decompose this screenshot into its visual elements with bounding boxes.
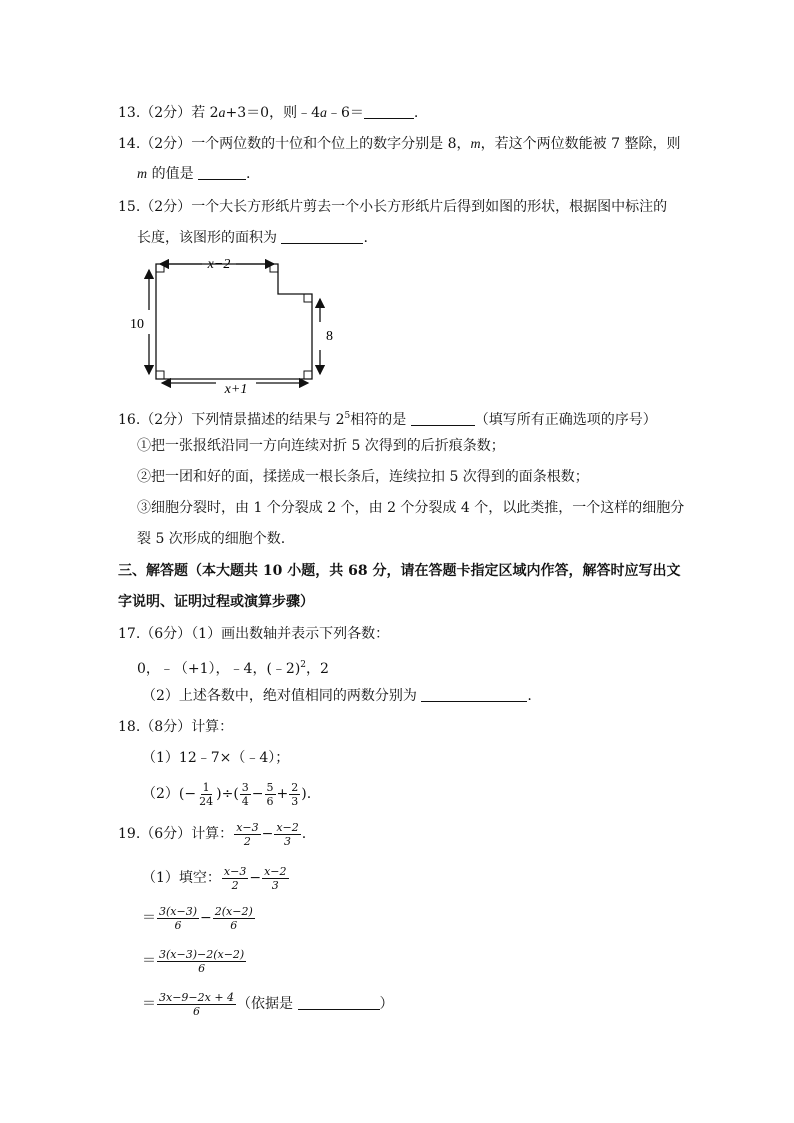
right-label: 8 bbox=[326, 329, 333, 344]
q17-score: （6分） bbox=[140, 626, 192, 642]
section-3-text: 字说明、证明过程或演算步骤） bbox=[118, 594, 314, 610]
q17-numbers-text: ，2 bbox=[306, 661, 329, 677]
fraction: $\frac{5}{6}$ bbox=[266, 780, 274, 808]
q18-part1-text: （1）12﹣7×（﹣4）； bbox=[142, 750, 290, 766]
q15-end: . bbox=[363, 230, 368, 246]
fraction: $\frac{x-3}{2}$ bbox=[236, 820, 259, 848]
q16-option-3 bbox=[137, 499, 684, 517]
right-angle-mark bbox=[156, 371, 164, 379]
question-15 bbox=[118, 198, 667, 216]
q19-step3: ＝ $\frac{3x-9-2x + 4}{6}$ （依据是 ） bbox=[142, 990, 394, 1018]
q18-part1 bbox=[142, 749, 289, 767]
answer-blank[interactable] bbox=[198, 165, 246, 180]
q14-number: 14. bbox=[118, 136, 141, 152]
question-18 bbox=[118, 718, 233, 736]
answer-blank[interactable] bbox=[421, 687, 527, 702]
bottom-label: x+1 bbox=[224, 382, 248, 397]
answer-blank[interactable] bbox=[281, 229, 363, 244]
q17-part1: （1）画出数轴并表示下列各数： bbox=[191, 626, 390, 642]
q16-option-text: ③细胞分裂时，由 1 个分裂成 2 个，由 2 个分裂成 4 个，以此类推，一个这样的细胞分 bbox=[137, 500, 685, 516]
fraction: $\frac{3(x-3)-2(x-2)}{6}$ bbox=[159, 947, 245, 975]
right-angle-mark bbox=[156, 264, 164, 272]
q19-fill-label: （1）填空： bbox=[142, 870, 221, 886]
q13-text: 若 2 bbox=[191, 105, 219, 121]
q18-number: 18. bbox=[118, 719, 141, 735]
q14-text: 一个两位数的十位和个位上的数字分别是 8， bbox=[191, 136, 471, 152]
q19-number: 19. bbox=[118, 826, 141, 842]
q16-exponent: 5 bbox=[344, 411, 351, 421]
q18-end: . bbox=[306, 786, 312, 802]
q14-end: . bbox=[246, 166, 251, 182]
q13-text: ﹣6＝ bbox=[327, 105, 364, 121]
fraction: $\frac{x-3}{2}$ bbox=[223, 864, 247, 892]
q16-score: （2分） bbox=[140, 412, 192, 428]
q17-part2 bbox=[142, 687, 532, 705]
question-16 bbox=[118, 407, 657, 429]
q16-option-1 bbox=[137, 437, 505, 455]
q16-option-text: ①把一张报纸沿同一方向连续对折 5 次得到的后折痕条数； bbox=[137, 438, 505, 454]
question-17 bbox=[118, 625, 389, 643]
q17-end: . bbox=[527, 688, 532, 704]
left-label: 10 bbox=[130, 317, 144, 332]
question-13 bbox=[118, 104, 418, 123]
q16-number: 16. bbox=[118, 412, 141, 428]
section-3-heading-cont bbox=[118, 593, 314, 611]
fraction: $\frac{3x-9-2x + 4}{6}$ bbox=[159, 990, 235, 1018]
q13-text: +3＝0，则﹣4 bbox=[225, 105, 320, 121]
q16-option-text: 裂 5 次形成的细胞个数. bbox=[137, 531, 286, 547]
q19-fill: （1）填空： $\frac{x-3}{2}$ − $\frac{x-2}{3}$ bbox=[142, 864, 287, 892]
q13-end: . bbox=[413, 105, 419, 121]
fraction: $\frac{3(x-3)}{6}$ bbox=[159, 904, 198, 932]
q17-number: 17. bbox=[118, 626, 141, 642]
question-19: 19.（6分）计算： $\frac{x-3}{2}$ − $\frac{x-2}{3}$ . bbox=[118, 820, 307, 848]
question-14 bbox=[118, 135, 680, 154]
q15-text: 一个大长方形纸片剪去一个小长方形纸片后得到如图的形状，根据图中标注的 bbox=[191, 199, 668, 215]
fraction: $\frac{2(x-2)}{6}$ bbox=[214, 904, 253, 932]
q14-var: m bbox=[137, 167, 148, 182]
q19-score: （6分） bbox=[140, 826, 192, 842]
q19-step2: ＝ $\frac{3(x-3)-2(x-2)}{6}$ bbox=[142, 947, 245, 975]
right-angle-mark bbox=[304, 294, 312, 302]
q13-var: a bbox=[218, 106, 226, 121]
fraction: $\frac{2}{3}$ bbox=[291, 780, 299, 808]
question-14-cont bbox=[137, 165, 250, 184]
q18-score: （8分） bbox=[140, 719, 192, 735]
fraction: $\frac{1}{24}$ bbox=[199, 780, 214, 808]
fraction: $\frac{x-2}{3}$ bbox=[276, 820, 299, 848]
q17-numbers bbox=[137, 656, 329, 678]
q19-basis-prefix: （依据是 bbox=[237, 996, 298, 1012]
shape-figure bbox=[130, 252, 350, 398]
answer-blank[interactable] bbox=[411, 411, 475, 426]
q19-basis-end: ） bbox=[379, 996, 394, 1012]
q18-part2-prefix: （2） bbox=[142, 786, 179, 802]
q16-hint: （填写所有正确选项的序号） bbox=[474, 412, 657, 428]
q17-part2-text: （2）上述各数中，绝对值相同的两数分别为 bbox=[142, 688, 422, 704]
q16-option-text: ②把一团和好的面，揉搓成一根长条后，连续拉扣 5 次得到的面条根数； bbox=[137, 469, 589, 485]
q13-number: 13. bbox=[118, 105, 141, 121]
q14-text: ，若这个两位数能被 7 整除，则 bbox=[480, 136, 681, 152]
q15-number: 15. bbox=[118, 199, 141, 215]
right-angle-mark bbox=[304, 371, 312, 379]
q19-label: 计算： bbox=[191, 826, 234, 842]
q14-text: 的值是 bbox=[147, 166, 199, 182]
q19-step1: ＝ $\frac{3(x-3)}{6}$ − $\frac{2(x-2)}{6}$ bbox=[142, 904, 253, 932]
section-3-heading bbox=[118, 562, 680, 580]
answer-blank[interactable] bbox=[298, 995, 380, 1010]
q14-var: m bbox=[470, 137, 481, 152]
q15-score: （2分） bbox=[140, 199, 192, 215]
q14-score: （2分） bbox=[140, 136, 192, 152]
q17-numbers-text: 0，﹣（+1），﹣4，(﹣2) bbox=[137, 661, 301, 677]
q16-option-3-cont bbox=[137, 530, 285, 548]
right-angle-mark bbox=[270, 264, 278, 272]
q18-label: 计算： bbox=[191, 719, 234, 735]
q16-text: 下列情景描述的结果与 2 bbox=[191, 412, 345, 428]
q18-part2: （2）(− $\frac{1}{24}$ )÷( $\frac{3}{4}$ − $\frac{5}{6}$ + $\frac{2}{3}$ ). bbox=[142, 780, 312, 808]
q15-text: 长度，该图形的面积为 bbox=[137, 230, 282, 246]
q13-var: a bbox=[320, 106, 327, 121]
fraction: $\frac{x-2}{3}$ bbox=[264, 864, 287, 892]
answer-blank[interactable] bbox=[364, 104, 414, 119]
q17-exponent: 2 bbox=[300, 660, 307, 670]
q13-score: （2分） bbox=[140, 105, 192, 121]
fraction: $\frac{3}{4}$ bbox=[241, 780, 249, 808]
figure-outline bbox=[156, 264, 312, 379]
q16-option-2 bbox=[137, 468, 589, 486]
top-label: x−2 bbox=[207, 257, 231, 272]
question-15-cont bbox=[137, 229, 368, 247]
section-3-text: 三、解答题（本大题共 10 小题，共 68 分，请在答题卡指定区域内作答，解答时应写出文 bbox=[118, 563, 681, 579]
q16-text: 相符的是 bbox=[350, 412, 411, 428]
